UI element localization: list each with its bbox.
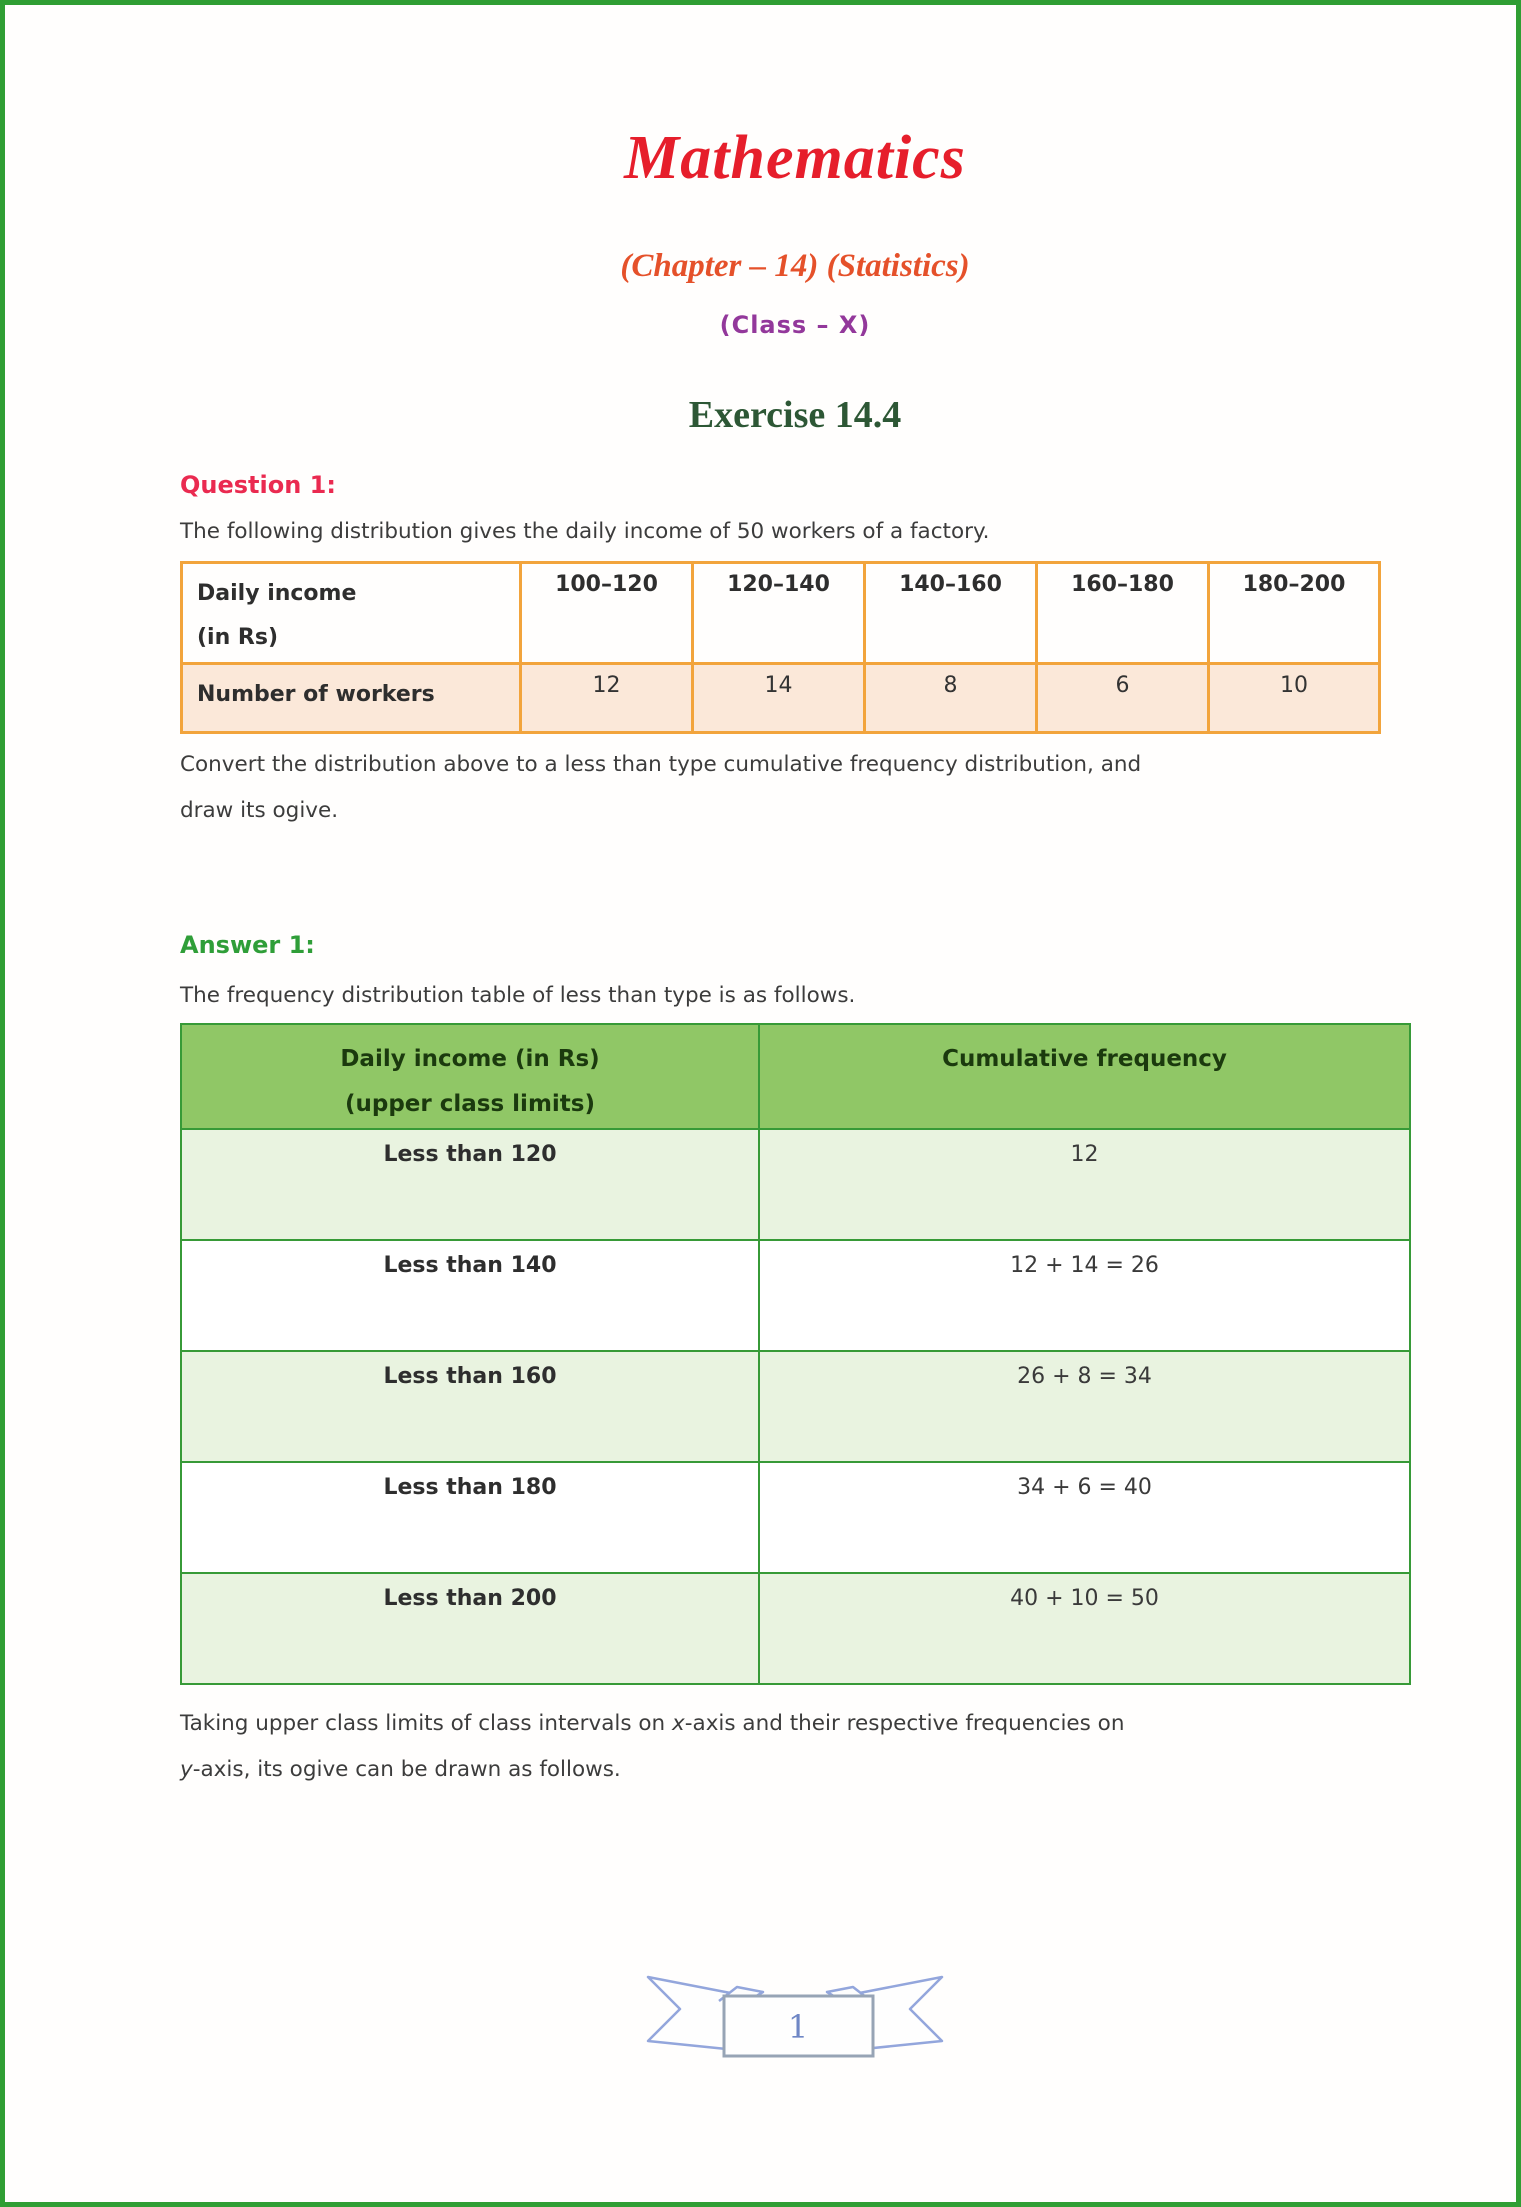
document-title: Mathematics	[624, 124, 966, 192]
ribbon-banner-icon	[645, 1961, 945, 2079]
workers-value-cell: 6	[1037, 664, 1209, 733]
answer-outro-line2: y-axis, its ogive can be drawn as follows.	[180, 1756, 621, 1782]
table-row	[181, 1351, 1410, 1462]
limit-cell: Less than 200	[181, 1573, 759, 1684]
cumulative-header-col2: Cumulative frequency	[759, 1024, 1410, 1129]
y-axis-variable: y	[180, 1756, 193, 1782]
income-table-workers-row	[182, 664, 1380, 733]
question-outro-line1: Convert the distribution above to a less than type cumulative frequency distribution, and	[180, 752, 1142, 778]
limit-cell: Less than 140	[181, 1240, 759, 1351]
table-row	[181, 1240, 1410, 1351]
x-axis-variable: x	[672, 1710, 685, 1736]
cumulative-header-col1	[181, 1024, 759, 1129]
class-label: (Class – X)	[719, 311, 871, 339]
frequency-cell: 26 + 8 = 34	[759, 1351, 1410, 1462]
limit-cell: Less than 120	[181, 1129, 759, 1240]
limit-cell: Less than 180	[181, 1462, 759, 1573]
question-outro	[180, 742, 1410, 834]
class-interval-cell: 120–140	[693, 563, 865, 664]
income-table	[180, 561, 1381, 734]
class-interval-cell: 100–120	[521, 563, 693, 664]
frequency-cell: 12	[759, 1129, 1410, 1240]
limit-cell: Less than 160	[181, 1351, 759, 1462]
income-label-line2: (in Rs)	[197, 625, 279, 651]
cumulative-frequency-table	[180, 1023, 1411, 1685]
workers-value-cell: 10	[1209, 664, 1380, 733]
question-label: Question 1:	[180, 471, 336, 499]
question-outro-line2: draw its ogive.	[180, 798, 339, 824]
workers-value-cell: 8	[865, 664, 1037, 733]
cumulative-header-col1-line2: (upper class limits)	[344, 1090, 595, 1117]
workers-value-cell: 12	[521, 664, 693, 733]
income-table-header-row	[182, 563, 1380, 664]
table-row	[181, 1573, 1410, 1684]
income-label-line1: Daily income	[197, 581, 357, 607]
class-interval-cell: 160–180	[1037, 563, 1209, 664]
frequency-cell: 12 + 14 = 26	[759, 1240, 1410, 1351]
answer-outro-line1: Taking upper class limits of class intervals on x-axis and their respective frequencies on	[180, 1710, 1125, 1736]
document-content	[180, 5, 1410, 2083]
exercise-heading: Exercise 14.4	[688, 394, 902, 436]
page-number: 1	[787, 2008, 809, 2046]
frequency-cell: 40 + 10 = 50	[759, 1573, 1410, 1684]
answer-label: Answer 1:	[180, 930, 315, 959]
answer-outro	[180, 1701, 1410, 1793]
workers-label-cell: Number of workers	[182, 664, 521, 733]
class-interval-cell: 180–200	[1209, 563, 1380, 664]
question-intro: The following distribution gives the daily income of 50 workers of a factory.	[180, 519, 990, 544]
chapter-subtitle: (Chapter – 14) (Statistics)	[620, 248, 970, 284]
frequency-cell: 34 + 6 = 40	[759, 1462, 1410, 1573]
cumulative-header-col1-line1: Daily income (in Rs)	[340, 1045, 600, 1072]
income-table-label-cell	[182, 563, 521, 664]
answer-intro: The frequency distribution table of less than type is as follows.	[180, 982, 856, 1008]
cumulative-table-header-row	[181, 1024, 1410, 1129]
workers-value-cell: 14	[693, 664, 865, 733]
class-interval-cell: 140–160	[865, 563, 1037, 664]
table-row	[181, 1462, 1410, 1573]
page-number-ribbon	[180, 1961, 1410, 2083]
table-row	[181, 1129, 1410, 1240]
